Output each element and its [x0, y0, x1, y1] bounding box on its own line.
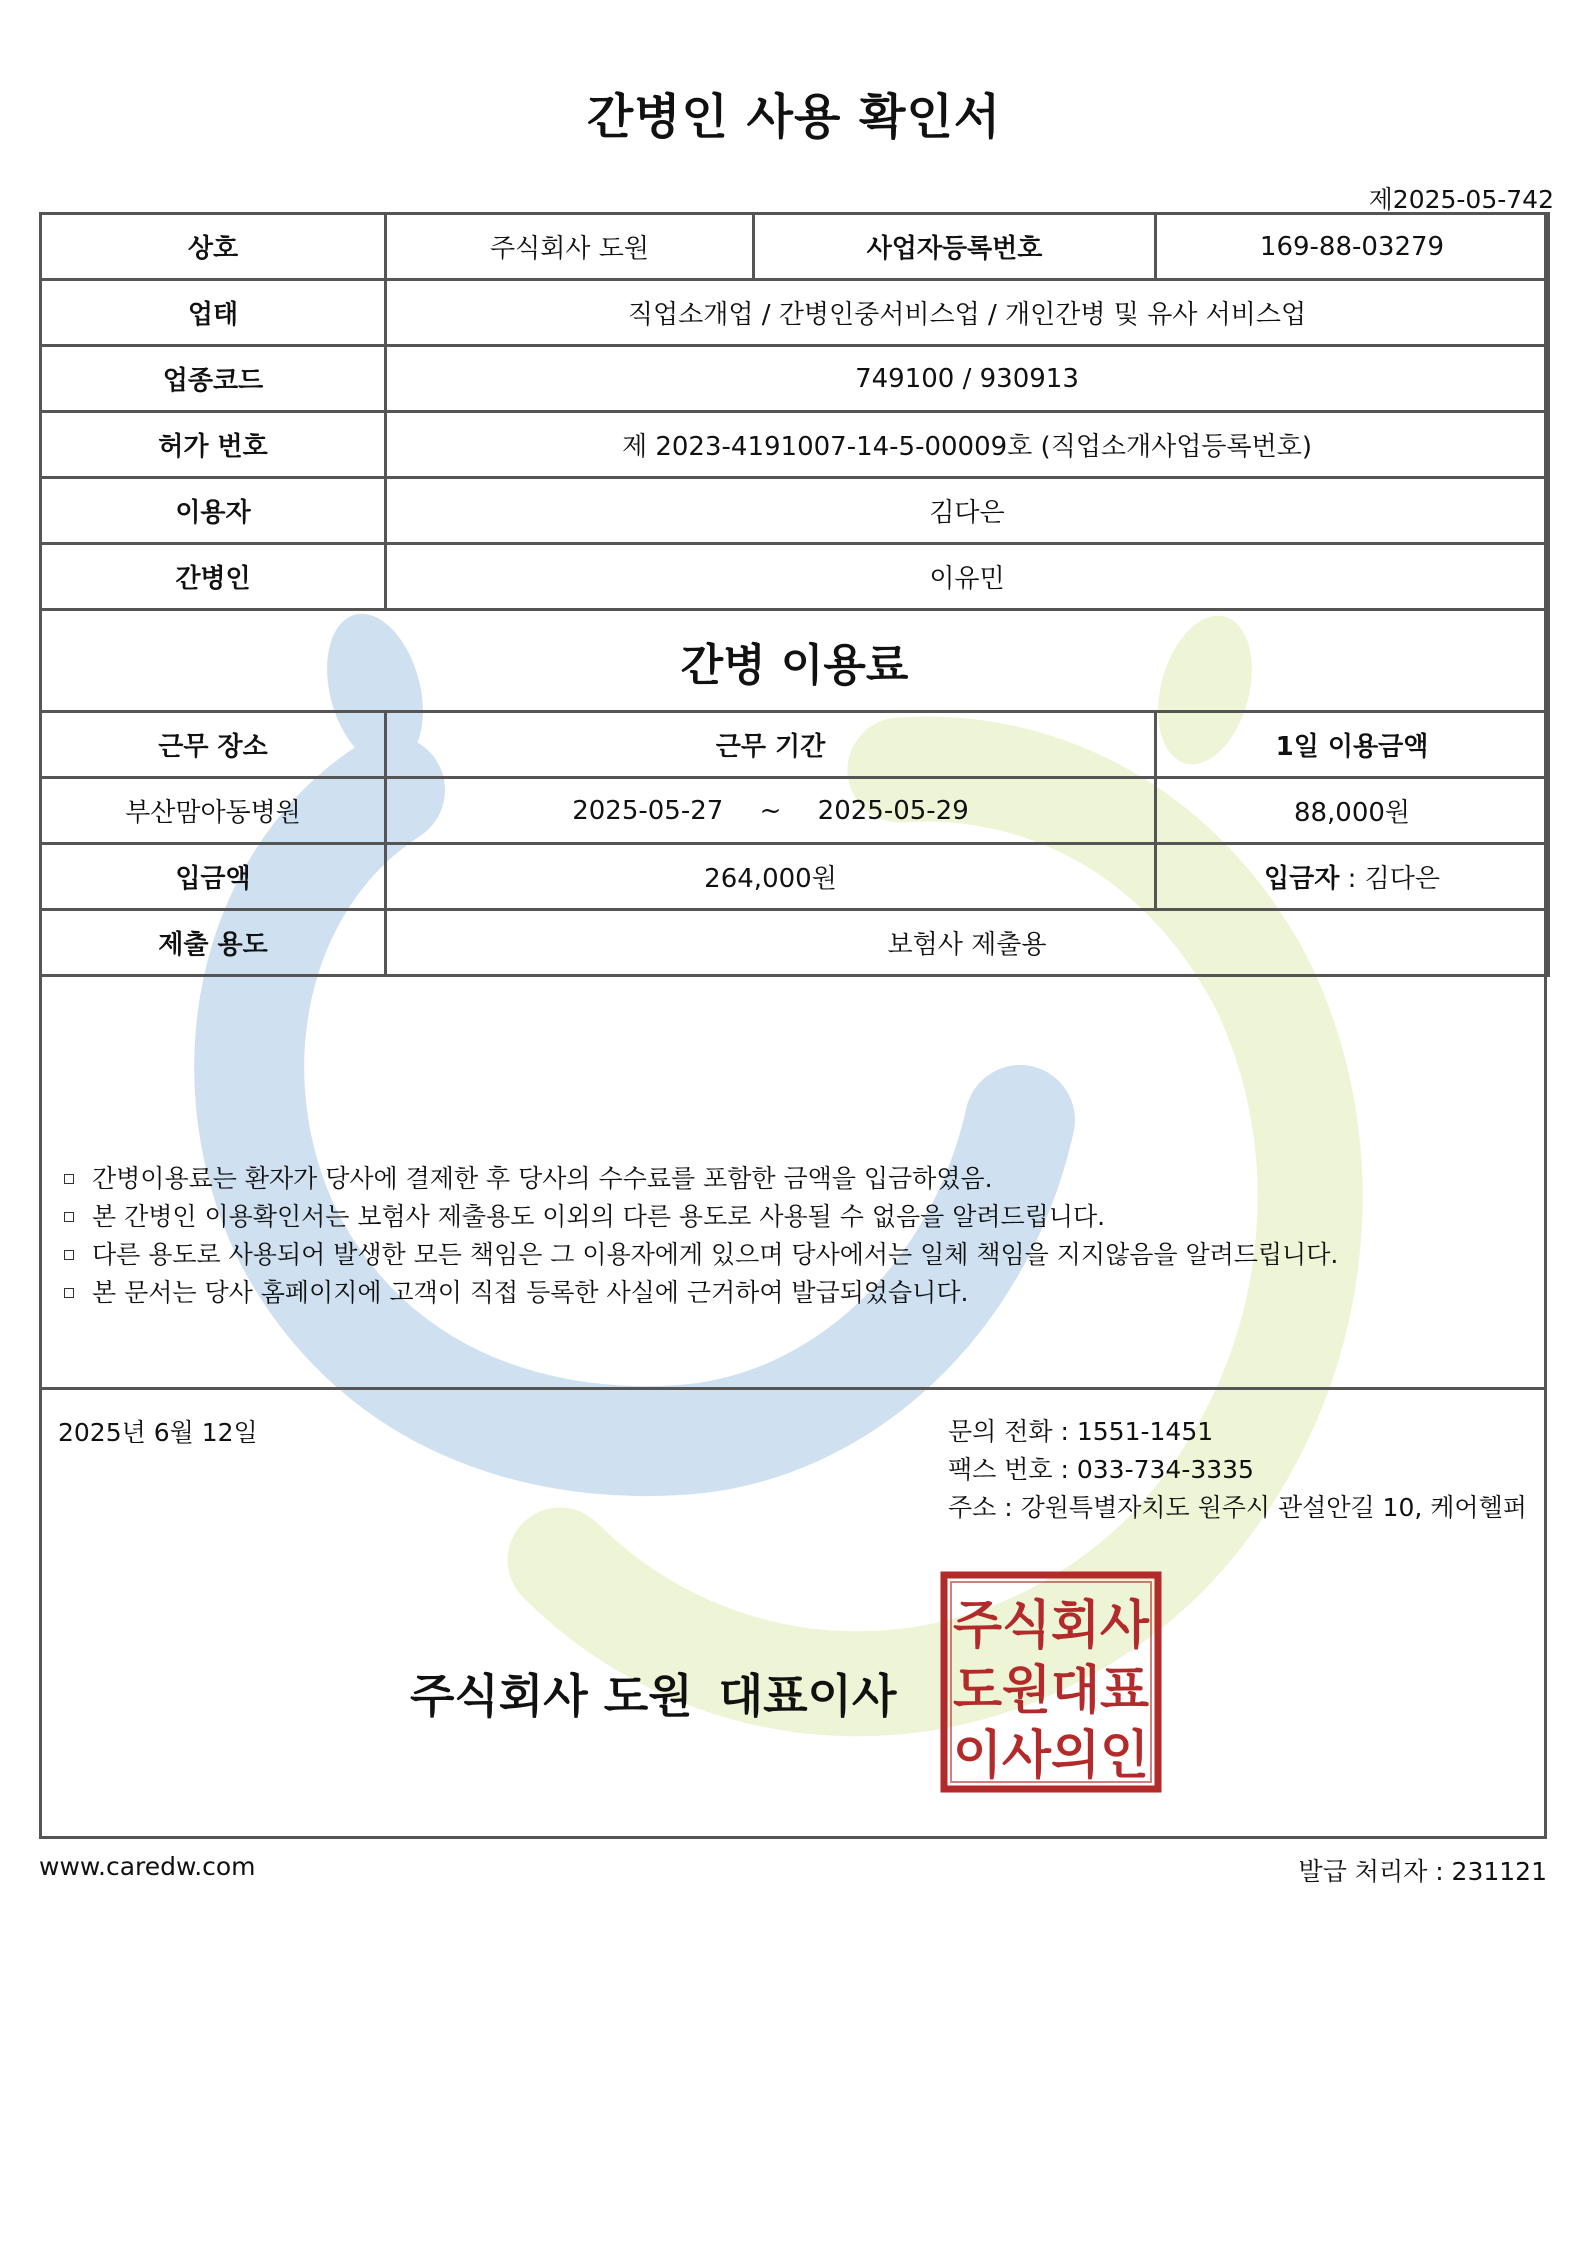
document-title: 간병인 사용 확인서: [586, 89, 1002, 145]
label-work-place: 근무 장소: [41, 712, 386, 778]
row-industry-code: [41, 346, 1549, 412]
user-name: 김다은: [386, 478, 1549, 544]
square-bullet-icon: [64, 1288, 74, 1298]
row-business-type: [41, 280, 1549, 346]
square-bullet-icon: [64, 1174, 74, 1184]
fee-section-title: 간병 이용료: [41, 610, 1549, 712]
square-bullet-icon: [64, 1250, 74, 1260]
note-item: [64, 1160, 1338, 1198]
label-registration-number: 사업자등록번호: [754, 214, 1156, 280]
label-company-name: 상호: [41, 214, 386, 280]
signature-ceo-title: 대표이사: [718, 1669, 897, 1723]
depositor: [1156, 844, 1549, 910]
note-text: 다른 용도로 사용되어 발생한 모든 책임은 그 이용자에게 있으며 당사에서는 일체 책임을 지지않음을 알려드립니다.: [92, 1240, 1339, 1269]
company-signature: [410, 1660, 896, 1726]
row-company: [41, 214, 1549, 280]
row-fee-header: [41, 712, 1549, 778]
label-work-period: 근무 기간: [386, 712, 1156, 778]
row-user: [41, 478, 1549, 544]
company-name: 주식회사 도원: [386, 214, 754, 280]
registration-number: 169-88-03279: [1156, 214, 1549, 280]
contact-info: [948, 1413, 1527, 1527]
contact-phone: 문의 전화 : 1551-1451: [948, 1417, 1214, 1446]
contact-address: 주소 : 강원특별자치도 원주시 관설안길 10, 케어헬퍼: [948, 1493, 1527, 1522]
business-type: 직업소개업 / 간병인중서비스업 / 개인간병 및 유사 서비스업: [386, 280, 1549, 346]
row-deposit: [41, 844, 1549, 910]
label-business-type: 업태: [41, 280, 386, 346]
depositor-name: 김다은: [1364, 864, 1440, 894]
daily-fee: 88,000원: [1156, 778, 1549, 844]
purpose: 보험사 제출용: [386, 910, 1549, 976]
license-number: 제 2023-4191007-14-5-00009호 (직업소개사업등록번호): [386, 412, 1549, 478]
issue-date: 2025년 6월 12일: [58, 1418, 258, 1447]
signature-company-name: 주식회사 도원: [410, 1669, 693, 1723]
row-license: [41, 412, 1549, 478]
row-fee-title: [41, 610, 1549, 712]
contact-fax: 팩스 번호 : 033-734-3335: [948, 1455, 1254, 1484]
label-caregiver: 간병인: [41, 544, 386, 610]
period-end: 2025-05-29: [817, 795, 969, 826]
work-place: 부산맘아동병원: [41, 778, 386, 844]
document-number: 제2025-05-742: [1368, 185, 1554, 214]
work-period: [386, 778, 1156, 844]
label-deposit-amount: 입금액: [41, 844, 386, 910]
seal-text-line: 이사의인: [953, 1726, 1149, 1786]
seal-text-line: 주식회사: [953, 1596, 1150, 1656]
row-purpose: [41, 910, 1549, 976]
company-seal-stamp: [940, 1571, 1162, 1793]
note-item: [64, 1236, 1338, 1274]
label-industry-code: 업종코드: [41, 346, 386, 412]
note-text: 본 간병인 이용확인서는 보험사 제출용도 이외의 다른 용도로 사용될 수 없음을 알려드립니다.: [92, 1202, 1106, 1231]
seal-text-line: 도원대표: [953, 1661, 1149, 1721]
notes-list: [64, 1160, 1338, 1312]
row-caregiver: [41, 544, 1549, 610]
industry-code: 749100 / 930913: [386, 346, 1549, 412]
period-separator: ~: [759, 795, 782, 826]
website-link[interactable]: www.caredw.com: [39, 1852, 256, 1881]
note-text: 본 문서는 당사 홈페이지에 고객이 직접 등록한 사실에 근거하여 발급되었습니다.: [92, 1278, 969, 1307]
issuer-info: 발급 처리자 : 231121: [1298, 1857, 1547, 1886]
deposit-amount: 264,000원: [386, 844, 1156, 910]
label-license-number: 허가 번호: [41, 412, 386, 478]
info-table: [39, 212, 1550, 977]
label-purpose: 제출 용도: [41, 910, 386, 976]
note-item: [64, 1274, 1338, 1312]
depositor-separator: :: [1339, 864, 1365, 894]
caregiver-name: 이유민: [386, 544, 1549, 610]
row-fee-values: [41, 778, 1549, 844]
label-user: 이용자: [41, 478, 386, 544]
label-daily-fee: 1일 이용금액: [1156, 712, 1549, 778]
footer-divider: [39, 1387, 1547, 1390]
note-text: 간병이용료는 환자가 당사에 결제한 후 당사의 수수료를 포함한 금액을 입금하였음.: [92, 1164, 993, 1193]
label-depositor: 입금자: [1263, 864, 1340, 894]
period-start: 2025-05-27: [572, 795, 724, 826]
square-bullet-icon: [64, 1212, 74, 1222]
note-item: [64, 1198, 1338, 1236]
